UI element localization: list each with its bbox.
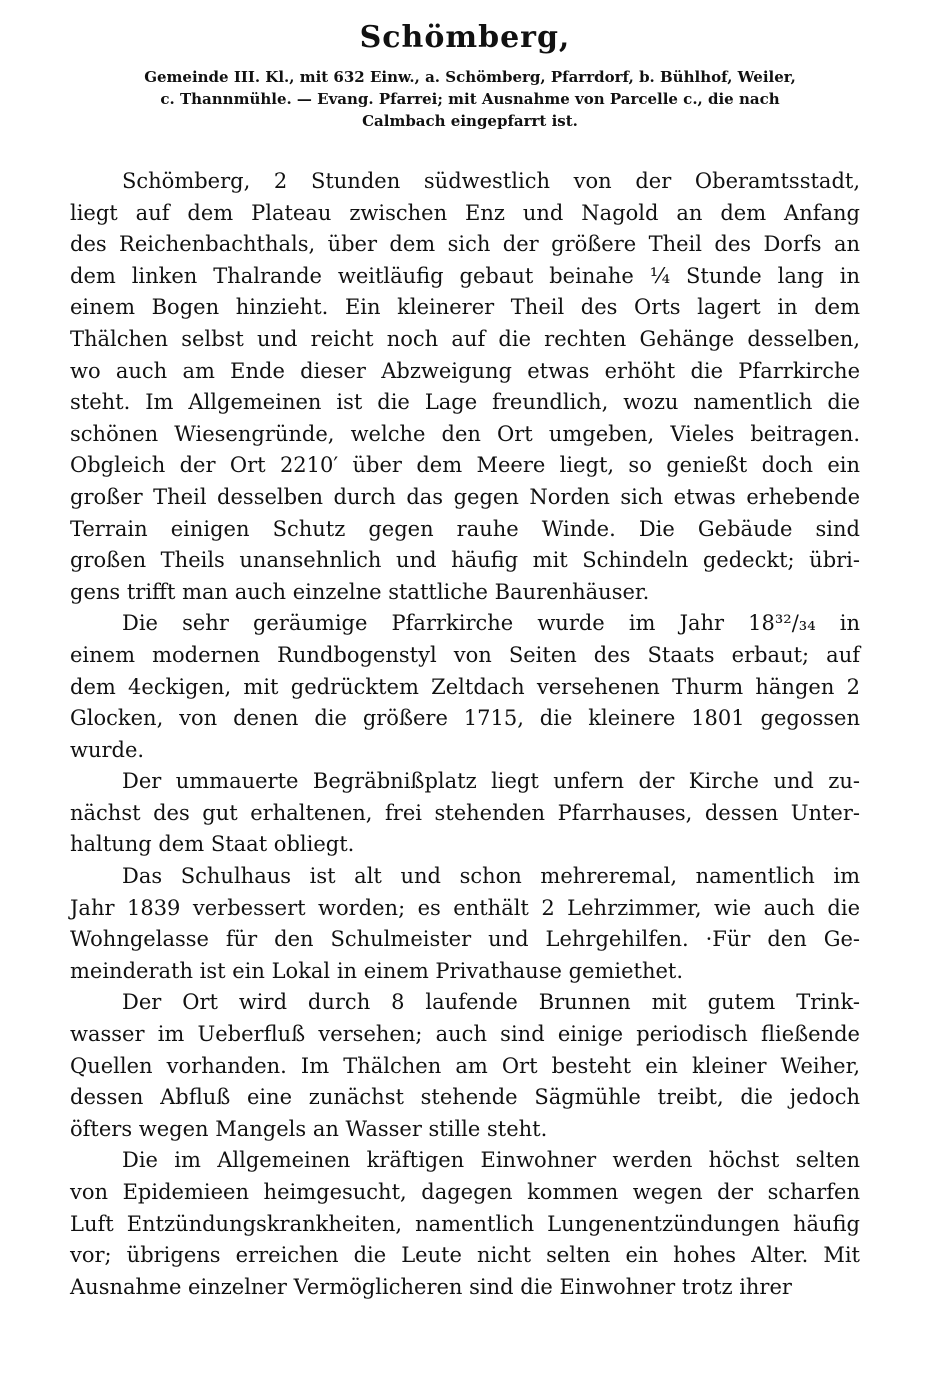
text-line: liegt auf dem Plateau zwischen Enz und Nagold an dem Anfang bbox=[70, 200, 860, 225]
text-line: großen Theils unansehnlich und häufig mit Schindeln gedeckt; übri- bbox=[70, 548, 860, 573]
text-line: Das Schulhaus ist alt und schon mehreremal, namentlich im bbox=[122, 864, 860, 889]
text-line: Thälchen selbst und reicht noch auf die rechten Gehänge desselben, bbox=[70, 326, 860, 351]
text-line: wasser im Ueberfluß versehen; auch sind einige periodisch fließende bbox=[70, 1022, 860, 1047]
paragraph bbox=[70, 166, 860, 608]
text-line: einem Bogen hinzieht. Ein kleinerer Theil des Orts lagert in dem bbox=[70, 295, 860, 320]
text-line: dem linken Thalrande weitläufig gebaut beinahe ¼ Stunde lang in bbox=[70, 263, 860, 288]
text-line: des Reichenbachthals, über dem sich der größere Theil des Dorfs an bbox=[70, 232, 860, 257]
text-line: nächst des gut erhaltenen, frei stehenden Pfarrhauses, dessen Unter- bbox=[70, 800, 860, 825]
paragraph bbox=[70, 861, 860, 987]
text-line: wurde. bbox=[70, 737, 145, 762]
text-line: Terrain einigen Schutz gegen rauhe Winde. Die Gebäude sind bbox=[70, 516, 860, 541]
text-line: dessen Abfluß eine zunächst stehende Sägmühle treibt, die jedoch bbox=[70, 1085, 860, 1110]
text-line: öfters wegen Mangels an Wasser stille steht. bbox=[70, 1116, 548, 1141]
text-line: Der Ort wird durch 8 laufende Brunnen mit gutem Trink- bbox=[122, 990, 860, 1015]
paragraph bbox=[70, 987, 860, 1145]
text-line: meinderath ist ein Lokal in einem Privathause gemiethet. bbox=[70, 958, 684, 983]
text-line: Schömberg, 2 Stunden südwestlich von der Oberamtsstadt, bbox=[122, 169, 860, 193]
text-line: haltung dem Staat obliegt. bbox=[70, 832, 355, 857]
text-line: Obgleich der Ort 2210′ über dem Meere liegt, so genießt doch ein bbox=[70, 453, 860, 478]
summary-line: Calmbach eingepfarrt ist. bbox=[362, 112, 578, 130]
text-line: steht. Im Allgemeinen ist die Lage freundlich, wozu namentlich die bbox=[70, 390, 860, 415]
text-line: Glocken, von denen die größere 1715, die kleinere 1801 gegossen bbox=[70, 706, 860, 731]
text-line: Jahr 1839 verbessert worden; es enthält 2 Lehrzimmer, wie auch die bbox=[70, 895, 860, 920]
summary-line: Gemeinde III. Kl., mit 632 Einw., a. Schömberg, Pfarrdorf, b. Bühlhof, Weiler, bbox=[144, 68, 796, 86]
text-line: Quellen vorhanden. Im Thälchen am Ort besteht ein kleiner Weiher, bbox=[70, 1053, 860, 1078]
page-title: Schömberg, bbox=[359, 20, 571, 55]
text-line: Wohngelasse für den Schulmeister und Lehrgehilfen. ·Für den Ge- bbox=[70, 927, 860, 952]
text-line: von Epidemieen heimgesucht, dagegen kommen wegen der scharfen bbox=[70, 1180, 860, 1204]
paragraph bbox=[70, 766, 860, 861]
text-line: Die sehr geräumige Pfarrkirche wurde im Jahr 18³²/₃₄ in bbox=[122, 611, 860, 636]
paragraph bbox=[70, 608, 860, 766]
text-line: Die im Allgemeinen kräftigen Einwohner werden höchst selten bbox=[122, 1148, 860, 1173]
text-line: Der ummauerte Begräbnißplatz liegt unfern der Kirche und zu- bbox=[122, 769, 860, 794]
paragraph bbox=[70, 1145, 860, 1303]
text-line: vor; übrigens erreichen die Leute nicht selten ein hohes Alter. Mit bbox=[70, 1243, 860, 1268]
text-line: schönen Wiesengründe, welche den Ort umgeben, Vieles beitragen. bbox=[70, 421, 860, 446]
text-line: Ausnahme einzelner Vermöglicheren sind die Einwohner trotz ihrer bbox=[70, 1274, 792, 1299]
text-line: gens trifft man auch einzelne stattliche Baurenhäuser. bbox=[70, 579, 650, 604]
summary-line: c. Thannmühle. — Evang. Pfarrei; mit Ausnahme von Parcelle c., die nach bbox=[160, 90, 780, 108]
text-line: dem 4eckigen, mit gedrücktem Zeltdach versehenen Thurm hängen 2 bbox=[70, 674, 860, 699]
text-line: großer Theil desselben durch das gegen Norden sich etwas erhebende bbox=[70, 484, 860, 509]
municipality-summary bbox=[90, 66, 850, 132]
text-line: wo auch am Ende dieser Abzweigung etwas erhöht die Pfarrkirche bbox=[70, 358, 860, 383]
text-line: Luft Entzündungskrankheiten, namentlich Lungenentzündungen häufig bbox=[70, 1211, 860, 1236]
body-text bbox=[70, 166, 860, 1303]
text-line: einem modernen Rundbogenstyl von Seiten des Staats erbaut; auf bbox=[70, 642, 860, 667]
